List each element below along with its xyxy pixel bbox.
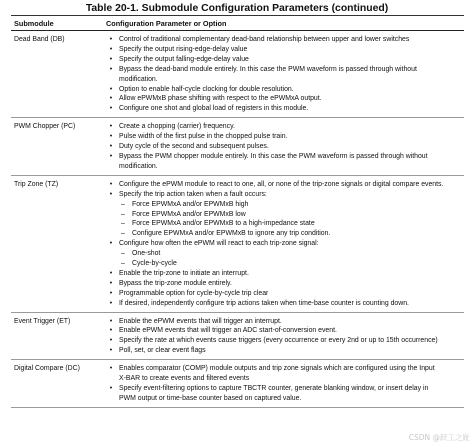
watermark: CSDN @跃工之趾: [408, 433, 470, 442]
list-item: [106, 152, 461, 172]
list-item: [106, 85, 461, 95]
bullet-icon: •: [109, 299, 113, 307]
list-item: [106, 317, 461, 327]
option-text: Specify event-filtering options to capture TBCTR counter, generate blanking window, or insert delay in: [119, 385, 429, 392]
bullet-icon: •: [109, 317, 113, 325]
list-item: [106, 269, 461, 279]
list-item: [106, 65, 461, 85]
option-text: Programmable option for cycle-by-cycle trip clear: [119, 289, 269, 297]
bullet-icon: •: [109, 45, 113, 53]
list-item: [106, 35, 461, 45]
option-text-continued: modification.: [119, 162, 158, 170]
bullet-icon: •: [109, 85, 113, 93]
list-item: [106, 239, 461, 269]
option-text: Allow ePWMxB phase shifting with respect to the ePWMxA output.: [119, 95, 322, 103]
option-text: Configure the ePWM module to react to one, all, or none of the trip-zone signals or digital compare events.: [119, 180, 444, 188]
bullet-icon: •: [109, 36, 113, 43]
list-item: [106, 279, 461, 289]
sub-option-text: Configure EPWMxA and/or EPWMxB to ignore any trip condition.: [132, 230, 331, 238]
submodule-name: Event Trigger (ET): [14, 317, 71, 325]
sub-list-item: [106, 249, 461, 259]
list-item: [106, 122, 461, 132]
table-row-dead-band: [11, 31, 464, 118]
option-text-continued: PWM output or time-base counter based on captured value.: [119, 394, 302, 402]
option-list: [106, 122, 461, 172]
list-item: [106, 336, 461, 346]
bullet-icon: •: [109, 180, 113, 188]
bullet-icon: •: [109, 65, 113, 73]
table-row-pwm-chopper: [11, 118, 464, 176]
option-text: Specify the trip action taken when a fault occurs:: [119, 190, 267, 198]
option-text: Configure one shot and global load of registers in this module.: [119, 105, 309, 113]
bullet-icon: •: [109, 143, 113, 151]
dash-icon: –: [121, 230, 125, 238]
list-item: [106, 289, 461, 299]
dash-icon: –: [121, 250, 125, 258]
bullet-icon: •: [109, 347, 113, 355]
table-row-trip-zone: [11, 175, 464, 312]
option-text: Pulse width of the first pulse in the chopped pulse train.: [119, 133, 288, 141]
sub-list-item: [106, 210, 461, 220]
option-text: Enable the ePWM events that will trigger an interrupt.: [119, 317, 282, 325]
bullet-icon: •: [109, 55, 113, 63]
option-text: Option to enable half-cycle clocking for double resolution.: [119, 85, 294, 93]
table-header-row: [11, 16, 464, 31]
list-item: [106, 104, 461, 114]
option-text: Specify the output falling-edge-delay value: [119, 55, 249, 63]
bullet-icon: •: [109, 240, 113, 248]
list-item: [106, 346, 461, 356]
sub-option-text: Force EPWMxA and/or EPWMxB to a high-impedance state: [132, 220, 315, 228]
option-list: [106, 35, 461, 114]
header-submodule: Submodule: [11, 16, 103, 31]
sub-option-text: One-shot: [132, 250, 161, 258]
table-title: Table 20-1. Submodule Configuration Parameters (continued): [85, 3, 389, 14]
bullet-icon: •: [109, 279, 113, 287]
list-item: [106, 142, 461, 152]
submodule-name: Trip Zone (TZ): [14, 180, 59, 188]
submodule-name: Digital Compare (DC): [14, 365, 80, 373]
option-text: Configure how often the ePWM will react to each trip-zone signal:: [119, 240, 319, 248]
sub-list-item: [106, 219, 461, 229]
dash-icon: –: [121, 200, 125, 208]
table-row-digital-compare: [11, 360, 464, 408]
submodule-name: Dead Band (DB): [14, 36, 65, 43]
option-text: Enable the trip-zone to initiate an interrupt.: [119, 269, 249, 277]
sub-list-item: [106, 229, 461, 239]
header-options: Configuration Parameter or Option: [103, 16, 464, 31]
bullet-icon: •: [109, 190, 113, 198]
list-item: [106, 364, 461, 384]
bullet-icon: •: [109, 365, 113, 373]
list-item: [106, 132, 461, 142]
sub-option-text: Cycle-by-cycle: [132, 260, 177, 268]
sub-list-item: [106, 259, 461, 269]
option-list: [106, 180, 461, 309]
table-row-event-trigger: [11, 312, 464, 360]
list-item: [106, 94, 461, 104]
bullet-icon: •: [109, 385, 113, 392]
list-item: [106, 299, 461, 309]
bullet-icon: •: [109, 123, 113, 131]
list-item: [106, 326, 461, 336]
option-list: [106, 317, 461, 357]
bullet-icon: •: [109, 152, 113, 160]
option-list: [106, 364, 461, 404]
option-text: Poll, set, or clear event flags: [119, 347, 206, 355]
sub-option-text: Force EPWMxA and/or EPWMxB high: [132, 200, 249, 208]
option-text: Create a chopping (carrier) frequency.: [119, 123, 235, 131]
option-text: If desired, independently configure trip actions taken when time-base counter is counting down.: [119, 299, 409, 307]
option-text: Specify the output rising-edge-delay value: [119, 45, 248, 53]
configuration-table: [11, 15, 464, 408]
bullet-icon: •: [109, 269, 113, 277]
submodule-name: PWM Chopper (PC): [14, 123, 76, 131]
bullet-icon: •: [109, 337, 113, 345]
sub-option-text: Force EPWMxA and/or EPWMxB low: [132, 210, 246, 218]
sub-list-item: [106, 200, 461, 210]
sub-option-list: [106, 200, 461, 240]
list-item: [106, 180, 461, 190]
dash-icon: –: [121, 210, 125, 218]
option-text: Bypass the trip-zone module entirely.: [119, 279, 232, 287]
option-text: Bypass the PWM chopper module entirely. In this case the PWM waveform is passed through without: [119, 152, 428, 160]
dash-icon: –: [121, 260, 125, 268]
bullet-icon: •: [109, 95, 113, 103]
sub-option-list: [106, 249, 461, 269]
option-text: Specify the rate at which events cause triggers (every occurrence or every 2nd or up to 15th occurrence): [119, 337, 438, 345]
dash-icon: –: [121, 220, 125, 228]
option-text-continued: X-BAR to create events and filtered events: [119, 375, 250, 383]
option-text: Enable ePWM events that will trigger an ADC start-of-conversion event.: [119, 327, 337, 335]
bullet-icon: •: [109, 289, 113, 297]
list-item: [106, 190, 461, 240]
option-text: Enables comparator (COMP) module outputs and trip zone signals which are configured using the Input: [119, 365, 435, 373]
bullet-icon: •: [109, 133, 113, 141]
option-text: Duty cycle of the second and subsequent pulses.: [119, 143, 269, 151]
option-text: Control of traditional complementary dead-band relationship between upper and lower switches: [119, 36, 410, 43]
list-item: [106, 55, 461, 65]
bullet-icon: •: [109, 105, 113, 113]
option-text-continued: modification.: [119, 75, 158, 83]
list-item: [106, 384, 461, 404]
bullet-icon: •: [109, 327, 113, 335]
list-item: [106, 45, 461, 55]
option-text: Bypass the dead-band module entirely. In this case the PWM waveform is passed through without: [119, 65, 417, 73]
